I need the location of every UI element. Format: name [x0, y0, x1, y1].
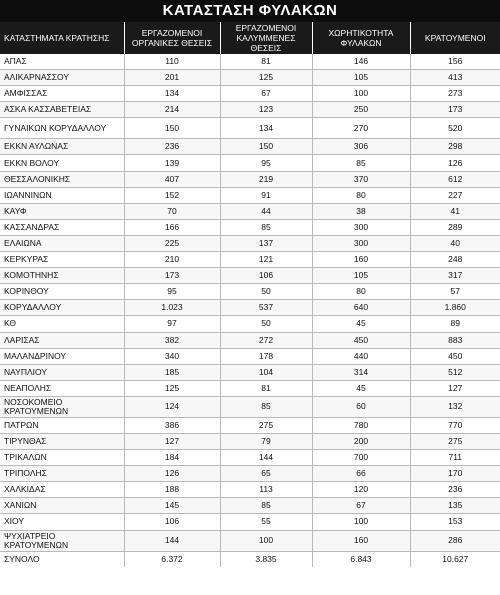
table-row [0, 203, 500, 219]
table-row [0, 530, 500, 551]
institution-name-cell: ΑΜΦΙΣΣΑΣ [0, 86, 124, 102]
organic-positions-cell: 210 [124, 252, 220, 268]
institution-name-cell: ΠΑΤΡΩΝ [0, 417, 124, 433]
institution-name-cell: ΚΟΡΙΝΘΟΥ [0, 284, 124, 300]
table-row [0, 300, 500, 316]
table-row [0, 70, 500, 86]
institution-name-cell: ΚΟΜΟΤΗΝΗΣ [0, 268, 124, 284]
detainees-cell: 883 [410, 332, 500, 348]
detainees-cell: 520 [410, 118, 500, 139]
organic-positions-cell: 145 [124, 498, 220, 514]
detainees-cell: 126 [410, 155, 500, 171]
filled-positions-cell: 95 [220, 155, 312, 171]
detainees-cell: 286 [410, 530, 500, 551]
organic-positions-cell: 139 [124, 155, 220, 171]
organic-positions-cell: 185 [124, 364, 220, 380]
organic-positions-cell: 166 [124, 219, 220, 235]
filled-positions-cell: 125 [220, 70, 312, 86]
institution-name-cell: ΑΛΙΚΑΡΝΑΣΣΟΥ [0, 70, 124, 86]
organic-positions-cell: 6.372 [124, 551, 220, 567]
capacity-cell: 160 [312, 530, 410, 551]
capacity-cell: 100 [312, 514, 410, 530]
organic-positions-cell: 125 [124, 380, 220, 396]
institution-name-cell: ΑΠΑΣ [0, 54, 124, 70]
filled-positions-cell: 123 [220, 102, 312, 118]
detainees-cell: 135 [410, 498, 500, 514]
filled-positions-cell: 219 [220, 171, 312, 187]
header-institutions: ΚΑΤΑΣΤΗΜΑΤΑ ΚΡΑΤΗΣΗΣ [0, 22, 124, 54]
detainees-cell: 317 [410, 268, 500, 284]
header-row [0, 22, 500, 54]
table-row [0, 498, 500, 514]
filled-positions-cell: 79 [220, 433, 312, 449]
capacity-cell: 780 [312, 417, 410, 433]
table-row [0, 86, 500, 102]
filled-positions-cell: 65 [220, 466, 312, 482]
filled-positions-cell: 55 [220, 514, 312, 530]
organic-positions-cell: 106 [124, 514, 220, 530]
institution-name-cell: ΚΘ [0, 316, 124, 332]
institution-name-cell: ΛΑΡΙΣΑΣ [0, 332, 124, 348]
detainees-cell: 41 [410, 203, 500, 219]
table-row [0, 514, 500, 530]
table-row [0, 348, 500, 364]
capacity-cell: 60 [312, 396, 410, 417]
capacity-cell: 306 [312, 139, 410, 155]
capacity-cell: 160 [312, 252, 410, 268]
organic-positions-cell: 70 [124, 203, 220, 219]
detainees-cell: 770 [410, 417, 500, 433]
organic-positions-cell: 340 [124, 348, 220, 364]
filled-positions-cell: 144 [220, 450, 312, 466]
institution-name-cell: ΣΥΝΟΛΟ [0, 551, 124, 567]
detainees-cell: 156 [410, 54, 500, 70]
organic-positions-cell: 110 [124, 54, 220, 70]
organic-positions-cell: 386 [124, 417, 220, 433]
filled-positions-cell: 3.835 [220, 551, 312, 567]
capacity-cell: 300 [312, 235, 410, 251]
organic-positions-cell: 126 [124, 466, 220, 482]
capacity-cell: 120 [312, 482, 410, 498]
organic-positions-cell: 127 [124, 433, 220, 449]
prison-status-table [0, 22, 500, 567]
organic-positions-cell: 124 [124, 396, 220, 417]
filled-positions-cell: 537 [220, 300, 312, 316]
organic-positions-cell: 1.023 [124, 300, 220, 316]
institution-name-cell: ΘΕΣΣΑΛΟΝΙΚΗΣ [0, 171, 124, 187]
detainees-cell: 248 [410, 252, 500, 268]
institution-name-cell: ΧΑΛΚΙΔΑΣ [0, 482, 124, 498]
detainees-cell: 612 [410, 171, 500, 187]
table-row [0, 139, 500, 155]
organic-positions-cell: 134 [124, 86, 220, 102]
filled-positions-cell: 275 [220, 417, 312, 433]
detainees-cell: 711 [410, 450, 500, 466]
detainees-cell: 89 [410, 316, 500, 332]
filled-positions-cell: 150 [220, 139, 312, 155]
organic-positions-cell: 144 [124, 530, 220, 551]
capacity-cell: 440 [312, 348, 410, 364]
capacity-cell: 66 [312, 466, 410, 482]
institution-name-cell: ΓΥΝΑΙΚΩΝ ΚΟΡΥΔΑΛΛΟΥ [0, 118, 124, 139]
filled-positions-cell: 44 [220, 203, 312, 219]
organic-positions-cell: 407 [124, 171, 220, 187]
capacity-cell: 67 [312, 498, 410, 514]
institution-name-cell: ΝΕΑΠΟΛΗΣ [0, 380, 124, 396]
filled-positions-cell: 104 [220, 364, 312, 380]
organic-positions-cell: 225 [124, 235, 220, 251]
header-employees-organic-positions: ΕΡΓΑΖΟΜΕΝΟΙ ΟΡΓΑΝΙΚΕΣ ΘΕΣΕΙΣ [124, 22, 220, 54]
organic-positions-cell: 95 [124, 284, 220, 300]
capacity-cell: 370 [312, 171, 410, 187]
table-row [0, 155, 500, 171]
table-row [0, 284, 500, 300]
institution-name-cell: ΝΟΣΟΚΟΜΕΙΟ ΚΡΑΤΟΥΜΕΝΩΝ [0, 396, 124, 417]
filled-positions-cell: 67 [220, 86, 312, 102]
institution-name-cell: ΑΣΚΑ ΚΑΣΣΑΒΕΤΕΙΑΣ [0, 102, 124, 118]
detainees-cell: 413 [410, 70, 500, 86]
capacity-cell: 45 [312, 380, 410, 396]
filled-positions-cell: 178 [220, 348, 312, 364]
table-row [0, 380, 500, 396]
capacity-cell: 38 [312, 203, 410, 219]
detainees-cell: 450 [410, 348, 500, 364]
table-row [0, 187, 500, 203]
capacity-cell: 700 [312, 450, 410, 466]
capacity-cell: 6.843 [312, 551, 410, 567]
institution-name-cell: ΧΑΝΙΩΝ [0, 498, 124, 514]
capacity-cell: 80 [312, 284, 410, 300]
filled-positions-cell: 81 [220, 380, 312, 396]
table-row [0, 466, 500, 482]
detainees-cell: 40 [410, 235, 500, 251]
filled-positions-cell: 91 [220, 187, 312, 203]
capacity-cell: 640 [312, 300, 410, 316]
institution-name-cell: ΕΚΚΝ ΑΥΛΩΝΑΣ [0, 139, 124, 155]
filled-positions-cell: 100 [220, 530, 312, 551]
filled-positions-cell: 85 [220, 219, 312, 235]
capacity-cell: 105 [312, 268, 410, 284]
institution-name-cell: ΧΙΟΥ [0, 514, 124, 530]
filled-positions-cell: 81 [220, 54, 312, 70]
detainees-cell: 289 [410, 219, 500, 235]
filled-positions-cell: 272 [220, 332, 312, 348]
total-row [0, 551, 500, 567]
table-row [0, 54, 500, 70]
detainees-cell: 57 [410, 284, 500, 300]
table-row [0, 332, 500, 348]
capacity-cell: 85 [312, 155, 410, 171]
table-title: ΚΑΤΑΣΤΑΣΗ ΦΥΛΑΚΩΝ [0, 0, 500, 22]
table-row [0, 118, 500, 139]
institution-name-cell: ΕΛΑΙΩΝΑ [0, 235, 124, 251]
detainees-cell: 1.860 [410, 300, 500, 316]
filled-positions-cell: 106 [220, 268, 312, 284]
table-row [0, 364, 500, 380]
institution-name-cell: ΜΑΛΑΝΔΡΙΝΟΥ [0, 348, 124, 364]
detainees-cell: 273 [410, 86, 500, 102]
table-row [0, 316, 500, 332]
detainees-cell: 298 [410, 139, 500, 155]
filled-positions-cell: 50 [220, 316, 312, 332]
organic-positions-cell: 184 [124, 450, 220, 466]
institution-name-cell: ΚΟΡΥΔΑΛΛΟΥ [0, 300, 124, 316]
detainees-cell: 10.627 [410, 551, 500, 567]
institution-name-cell: ΝΑΥΠΛΙΟΥ [0, 364, 124, 380]
table-row [0, 235, 500, 251]
filled-positions-cell: 137 [220, 235, 312, 251]
organic-positions-cell: 214 [124, 102, 220, 118]
organic-positions-cell: 97 [124, 316, 220, 332]
detainees-cell: 132 [410, 396, 500, 417]
institution-name-cell: ΤΡΙΚΑΛΩΝ [0, 450, 124, 466]
capacity-cell: 314 [312, 364, 410, 380]
institution-name-cell: ΤΙΡΥΝΘΑΣ [0, 433, 124, 449]
filled-positions-cell: 113 [220, 482, 312, 498]
table-row [0, 268, 500, 284]
header-prison-capacity: ΧΩΡΗΤΙΚΟΤΗΤΑ ΦΥΛΑΚΩΝ [312, 22, 410, 54]
table-row [0, 450, 500, 466]
capacity-cell: 250 [312, 102, 410, 118]
organic-positions-cell: 188 [124, 482, 220, 498]
institution-name-cell: ΚΑΣΣΑΝΔΡΑΣ [0, 219, 124, 235]
filled-positions-cell: 85 [220, 498, 312, 514]
organic-positions-cell: 236 [124, 139, 220, 155]
detainees-cell: 236 [410, 482, 500, 498]
organic-positions-cell: 150 [124, 118, 220, 139]
table-row [0, 396, 500, 417]
detainees-cell: 127 [410, 380, 500, 396]
header-employees-filled-positions: ΕΡΓΑΖΟΜΕΝΟΙ ΚΑΛΥΜΜΕΝΕΣ ΘΕΣΕΙΣ [220, 22, 312, 54]
capacity-cell: 450 [312, 332, 410, 348]
capacity-cell: 80 [312, 187, 410, 203]
filled-positions-cell: 121 [220, 252, 312, 268]
detainees-cell: 173 [410, 102, 500, 118]
detainees-cell: 275 [410, 433, 500, 449]
institution-name-cell: ΙΩΑΝΝΙΝΩΝ [0, 187, 124, 203]
table-row [0, 102, 500, 118]
institution-name-cell: ΨΥΧΙΑΤΡΕΙΟ ΚΡΑΤΟΥΜΕΝΩΝ [0, 530, 124, 551]
capacity-cell: 146 [312, 54, 410, 70]
detainees-cell: 512 [410, 364, 500, 380]
table-row [0, 417, 500, 433]
capacity-cell: 270 [312, 118, 410, 139]
capacity-cell: 300 [312, 219, 410, 235]
filled-positions-cell: 134 [220, 118, 312, 139]
institution-name-cell: ΚΕΡΚΥΡΑΣ [0, 252, 124, 268]
table-row [0, 171, 500, 187]
table-row [0, 482, 500, 498]
detainees-cell: 170 [410, 466, 500, 482]
capacity-cell: 45 [312, 316, 410, 332]
filled-positions-cell: 50 [220, 284, 312, 300]
capacity-cell: 105 [312, 70, 410, 86]
detainees-cell: 153 [410, 514, 500, 530]
table-row [0, 433, 500, 449]
institution-name-cell: ΚΑΥΦ [0, 203, 124, 219]
capacity-cell: 200 [312, 433, 410, 449]
capacity-cell: 100 [312, 86, 410, 102]
detainees-cell: 227 [410, 187, 500, 203]
organic-positions-cell: 173 [124, 268, 220, 284]
institution-name-cell: ΤΡΙΠΟΛΗΣ [0, 466, 124, 482]
institution-name-cell: ΕΚΚΝ ΒΟΛΟΥ [0, 155, 124, 171]
organic-positions-cell: 382 [124, 332, 220, 348]
header-detainees: ΚΡΑΤΟΥΜΕΝΟΙ [410, 22, 500, 54]
table-body [0, 54, 500, 567]
organic-positions-cell: 152 [124, 187, 220, 203]
filled-positions-cell: 85 [220, 396, 312, 417]
organic-positions-cell: 201 [124, 70, 220, 86]
table-row [0, 219, 500, 235]
table-row [0, 252, 500, 268]
